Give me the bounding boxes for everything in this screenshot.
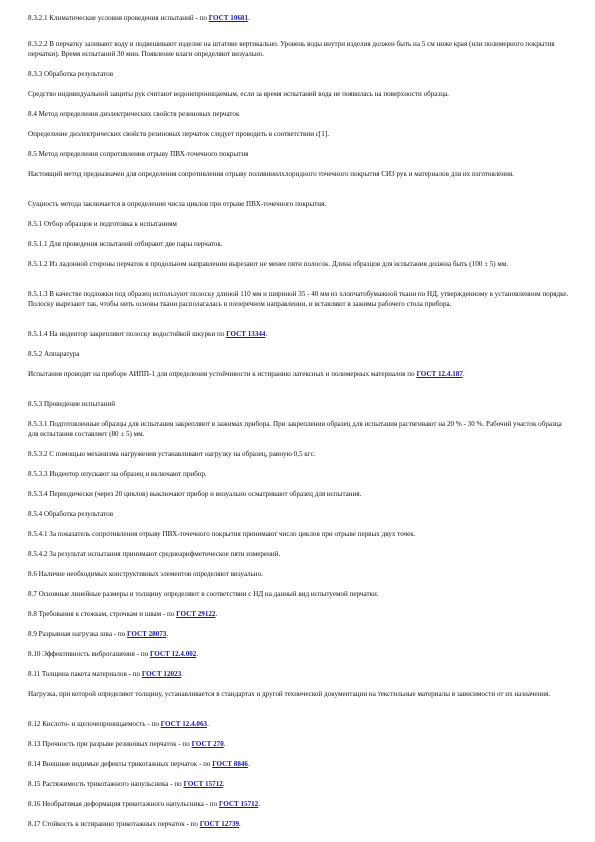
paragraph-8-5-1-2: 8.5.1.2 Из ладонной стороны перчаток в продольном направлении вырезают не менее пяти полосок. Длина образцов для испытания должна быть (100 ± 5) мм. (28, 260, 509, 268)
heading-8-5: 8.5 Метод определения сопротивления отрыву ПВХ-точечного покрытия (28, 150, 249, 158)
gost-28073-link[interactable]: ГОСТ 28073 (127, 630, 167, 638)
gost-13344-link[interactable]: ГОСТ 13344 (226, 330, 266, 338)
paragraph-8-5-3-2: 8.5.3.2 С помощью механизма нагружения устанавливают нагрузку на образец, равную 0,5 кгс. (28, 450, 316, 458)
paragraph-8-17: 8.17 Стойкость к истиранию трикотажных перчаток - по ГОСТ 12739. (28, 820, 241, 828)
gost-10681-link[interactable]: ГОСТ 10681 (208, 14, 249, 22)
paragraph-waterproof-result: Средство индивидуальной защиты рук считают водонепроницаемым, если за время испытаний вода не появилась на поверхности образца. (28, 90, 449, 98)
paragraph-8-5-4-2: 8.5.4.2 За результат испытания принимают среднеарифметическое пяти измерений. (28, 550, 281, 558)
paragraph-8-13: 8.13 Прочность при разрыве резиновых перчаток - по ГОСТ 270. (28, 740, 226, 748)
gost-12-4-002-link[interactable]: ГОСТ 12.4.002 (149, 650, 197, 658)
heading-8-4: 8.4 Метод определения диэлектрических свойств резиновых перчаток (28, 110, 240, 118)
gost-12739-link[interactable]: ГОСТ 12739 (199, 820, 240, 828)
paragraph-8-5-1-1: 8.5.1.1 Для проведения испытаний отбирают две пары перчаток. (28, 240, 223, 248)
gost-15712-link-2[interactable]: ГОСТ 15712 (218, 800, 259, 808)
paragraph-method-purpose: Настоящий метод предназначен для определения сопротивления отрыву поливинилхлоридного точечного покрытия СИЗ рук и материалов для их изготовления. (28, 170, 514, 178)
paragraph-dielectric: Определение диэлектрических свойств резиновых перчаток следует проводить в соответствии с[1]. (28, 130, 329, 138)
paragraph-8-16: 8.16 Необратимая деформация трикотажного напульсника - по ГОСТ 15712. (28, 800, 261, 808)
gost-12023-link[interactable]: ГОСТ 12023 (141, 670, 182, 678)
paragraph-8-10: 8.10 Эффективность виброгашения - по ГОСТ 12.4.002. (28, 650, 199, 658)
paragraph-8-3-2-2: 8.3.2.2 В перчатку заливают воду и подвешивают изделие на штативе вертикально. Уровень воды внутри изделия должен быть на 5 см ниже края (или полимерного покрытия перчатки). Время испытаний 30 мин. Появление влаги определяют визуально. (28, 40, 555, 58)
paragraph-8-5-1-3: 8.5.1.3 В качестве подложки под образец используют полоску длиной 110 мм и шириной 35 - 40 мм из хлопчатобумажной ткани по НД, утвержденному в установленном порядке. Полоску вырезают так, чтобы нить основы ткани располагалась в поперечном направлении, и вставляют в зажимы рабочего стола прибора. (28, 290, 569, 308)
paragraph-8-5-3-4: 8.5.3.4 Периодически (через 20 циклов) выключают прибор и визуально осматривают образец для испытания. (28, 490, 362, 498)
paragraph-8-14: 8.14 Внешние видимые дефекты трикотажных перчаток - по ГОСТ 8846. (28, 760, 250, 768)
paragraph-apparatus: Испытания проводят на приборе АИПП-1 для определения устойчивости к истиранию латексных и полимерных материалов по ГОСТ 12.4.187. (28, 370, 465, 378)
heading-8-5-4: 8.5.4 Обработка результатов (28, 510, 114, 518)
gost-12-4-187-link[interactable]: ГОСТ 12.4.187 (416, 370, 463, 378)
paragraph-8-5-3-3: 8.5.3.3 Индентор опускают на образец и включают прибор. (28, 470, 207, 478)
paragraph-8-8: 8.8 Требования к стежкам, строчкам и швам - по ГОСТ 29122. (28, 610, 218, 618)
gost-270-link[interactable]: ГОСТ 270 (191, 740, 224, 748)
gost-29122-link[interactable]: ГОСТ 29122 (176, 610, 216, 618)
paragraph-8-12: 8.12 Кислото- и щелочепроницаемость - по ГОСТ 12.4.063. (28, 720, 209, 728)
heading-8-5-1: 8.5.1 Отбор образцов и подготовка к испытаниям (28, 220, 177, 228)
paragraph-8-3-2-1: 8.3.2.1 Климатические условия проведения испытаний - по ГОСТ 10681. (28, 14, 250, 22)
paragraph-8-11: 8.11 Толщина пакета материалов - по ГОСТ 12023. (28, 670, 183, 678)
gost-8846-link[interactable]: ГОСТ 8846 (212, 760, 248, 768)
gost-12-4-063-link[interactable]: ГОСТ 12.4.063 (160, 720, 208, 728)
paragraph-8-9: 8.9 Разрывная нагрузка шва - по ГОСТ 28073. (28, 630, 169, 638)
heading-8-3-3: 8.3.3 Обработка результатов (28, 70, 114, 78)
paragraph-8-5-1-4: 8.5.1.4 На индентор закрепляют полоску водостойкой шкурки по ГОСТ 13344. (28, 330, 268, 338)
paragraph-method-essence: Сущность метода заключается в определении числа циклов при отрыве ПВХ-точечного покрытия. (28, 200, 327, 208)
paragraph-thickness-load: Нагрузка, при которой определяют толщину, устанавливается в стандартах и другой технической документации на текстильные материалы в зависимости от их назначения. (28, 690, 551, 698)
paragraph-8-5-4-1: 8.5.4.1 За показатель сопротивления отрыву ПВХ-точечного покрытия принимают число циклов при отрыве первых двух точек. (28, 530, 416, 538)
paragraph-8-6: 8.6 Наличие необходимых конструктивных элементов определяют визуально. (28, 570, 263, 578)
paragraph-8-7: 8.7 Основные линейные размеры и толщину определяют в соответствии с НД на данный вид испытуемой перчатки. (28, 590, 379, 598)
paragraph-8-5-3-1: 8.5.3.1 Подготовленные образцы для испытания закрепляют в зажимах прибора. При закреплении образец для испытания растягивают на 20 % - 30 %. Рабочий участок образца для испытания составляет (80 ± 5) мм. (28, 420, 562, 438)
gost-15712-link[interactable]: ГОСТ 15712 (183, 780, 223, 788)
heading-8-5-3: 8.5.3 Проведение испытаний (28, 400, 116, 408)
heading-8-5-2: 8.5.2 Аппаратура (28, 350, 80, 358)
paragraph-8-15: 8.15 Растяжимость трикотажного напульсника - по ГОСТ 15712. (28, 780, 225, 788)
